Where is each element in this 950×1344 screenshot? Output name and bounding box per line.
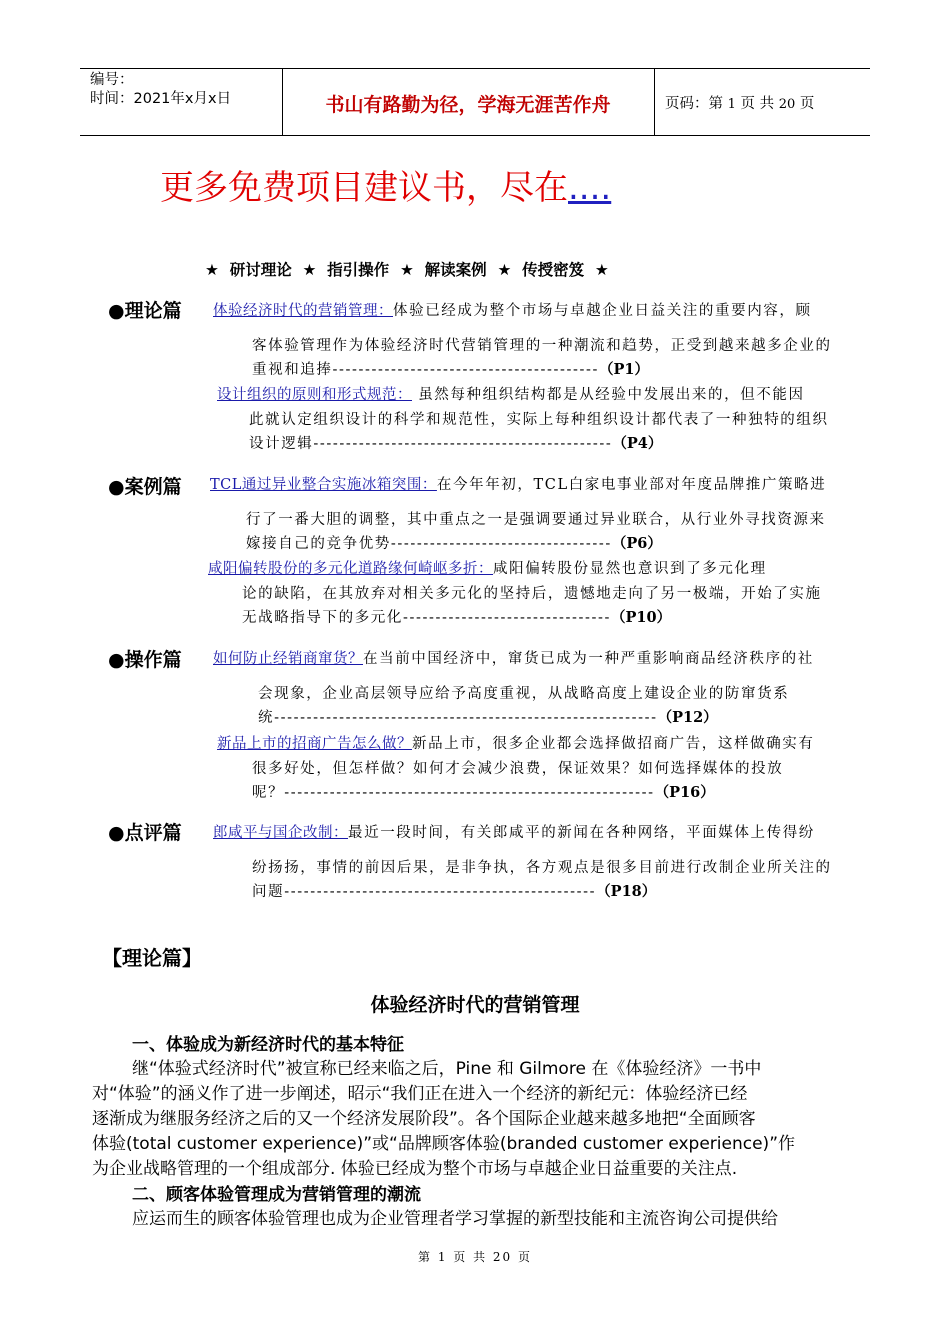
toc-section-case: ●案例篇 [108,476,182,498]
toc-desc: 统----------------------------------------------------------- [258,710,658,726]
toc-desc: 咸阳偏转股份显然也意识到了多元化理 [493,561,767,577]
header-table [80,68,870,136]
toc-desc-last [242,606,671,627]
toc-desc: 无战略指导下的多元化-------------------------------- [242,610,611,626]
toc-page-ref: （P12） [657,709,718,726]
toc-link-product-ads[interactable]: 新品上市的招商广告怎么做？ [217,736,412,752]
article-paragraph-line: 应运而生的顾客体验管理也成为企业管理者学习掌握的新型技能和主流咨询公司提供给 [132,1209,778,1229]
toc-desc: 客体验管理作为体验经济时代营销管理的一种潮流和趋势，正受到越来越多企业的 [252,338,832,354]
toc-entry [217,383,805,404]
doc-time-label: 时间：2021年x月x日 [90,91,232,107]
toc-desc-last [252,358,649,379]
toc-section-operation: ●操作篇 [108,649,182,671]
toc-desc: 问题------------------------------------------------ [252,884,597,900]
section-label: 【理论篇】 [102,946,202,970]
page-prefix: 页码：第 [665,96,723,112]
promo-link[interactable]: .... [568,168,612,208]
toc-link-channel-conflict[interactable]: 如何防止经销商窜货？ [213,651,363,667]
toc-desc-last [249,432,662,453]
toc-desc: 设计逻辑---------------------------------------------- [249,436,613,452]
page-total: 20 [778,97,796,112]
toc-page-ref: （P4） [612,435,663,452]
toc-entry [213,299,812,320]
toc-desc: 纷扬扬，事情的前因后果，是非争执，各方观点是很多目前进行改制企业所关注的 [252,860,832,876]
article-title: 体验经济时代的营销管理 [370,994,580,1016]
toc-desc: 很多好处，但怎样做？如何才会减少浪费，保证效果？如何选择媒体的投放 [252,761,784,777]
toc-desc: 新品上市，很多企业都会选择做招商广告，这样做确实有 [412,736,815,752]
article-paragraph-line: 体验(total customer experience)”或“品牌顾客体验(branded customer experience)”作 [92,1134,796,1154]
toc-entry [210,473,826,494]
toc-desc-last [252,880,656,901]
doc-number-label: 编号： [90,72,134,88]
header-meta [90,71,231,109]
toc-section-review: ●点评篇 [108,822,182,844]
toc-page-ref: （P18） [596,883,657,900]
article-paragraph-line: 继“体验式经济时代”被宣称已经来临之后，Pine 和 Gilmore 在《体验经济》一书中 [132,1059,762,1079]
toc-desc: 此就认定组织设计的科学和规范性，实际上每种组织设计都代表了一种独特的组织 [249,412,829,428]
header-bottom-rule [80,135,870,136]
stars-tagline: ★ 研讨理论 ★ 指引操作 ★ 解读案例 ★ 传授密笈 ★ [205,261,609,279]
page-footer: 第 1 页 共 20 页 [418,1250,532,1264]
toc-desc: 虽然每种组织结构都是从经验中发展出来的，但不能因 [412,387,805,403]
toc-link-tcl[interactable]: TCL通过异业整合实施冰箱突围： [210,477,437,493]
toc-entry [217,732,815,753]
page-current: 1 [727,97,736,112]
promo-banner [160,160,611,209]
promo-text: 更多免费项目建议书，尽在 [160,168,568,208]
toc-desc: 行了一番大胆的调整，其中重点之一是强调要通过异业联合，从行业外寻找资源来 [246,512,826,528]
toc-link-org-design[interactable]: 设计组织的原则和形式规范： [217,387,412,403]
article-paragraph-line: 逐渐成为继服务经济之后的又一个经济发展阶段”。各个国际企业越来越多地把“全面顾客 [92,1109,756,1129]
header-divider-2 [654,68,655,136]
toc-desc: 论的缺陷，在其放弃对相关多元化的坚持后，遗憾地走向了另一极端，开始了实施 [242,586,822,602]
header-motto: 书山有路勤为径，学海无涯苦作舟 [325,94,611,116]
page-suffix: 页 [799,96,815,112]
toc-page-ref: （P16） [654,784,715,801]
toc-link-experience-economy[interactable]: 体验经济时代的营销管理： [213,303,393,319]
article-paragraph-line: 为企业战略管理的一个组成部分. 体验已经成为整个市场与卓越企业日益重要的关注点. [92,1159,738,1179]
article-heading-1: 一、体验成为新经济时代的基本特征 [132,1035,404,1055]
page-mid: 页 共 [740,96,775,112]
toc-entry [208,557,767,578]
toc-entry [213,647,814,668]
toc-desc: 在当前中国经济中，窜货已成为一种严重影响商品经济秩序的社 [363,651,814,667]
toc-desc: 体验已经成为整个市场与卓越企业日益关注的重要内容，顾 [393,303,812,319]
toc-page-ref: （P10） [610,609,672,626]
toc-desc: 嫁接自己的竞争优势---------------------------------- [246,536,612,552]
toc-link-lang-xianping[interactable]: 郎咸平与国企改制： [213,825,348,841]
header-page-indicator [665,92,814,113]
toc-desc-last [258,706,718,727]
toc-link-xianyang[interactable]: 咸阳偏转股份的多元化道路缘何崎岖多折： [208,561,493,577]
toc-desc: 在今年年初，TCL白家电事业部对年度品牌推广策略进 [436,477,827,493]
toc-desc: 最近一段时间，有关郎咸平的新闻在各种网络，平面媒体上传得纷 [348,825,815,841]
toc-desc: 重视和追捧----------------------------------------- [252,362,599,378]
toc-entry [213,821,815,842]
toc-section-theory: ●理论篇 [108,300,182,322]
toc-desc: 呢？--------------------------------------------------------- [252,785,655,801]
toc-page-ref: （P1） [598,361,649,378]
toc-desc-last [246,532,662,553]
header-top-rule [80,68,870,69]
toc-page-ref: （P6） [611,535,662,552]
article-paragraph-line: 对“体验”的涵义作了进一步阐述，昭示“我们正在进入一个经济的新纪元：体验经济已经 [92,1084,748,1104]
toc-desc-last [252,781,715,802]
toc-desc: 会现象，企业高层领导应给予高度重视，从战略高度上建设企业的防窜货系 [258,686,790,702]
article-heading-2: 二、顾客体验管理成为营销管理的潮流 [132,1185,421,1205]
